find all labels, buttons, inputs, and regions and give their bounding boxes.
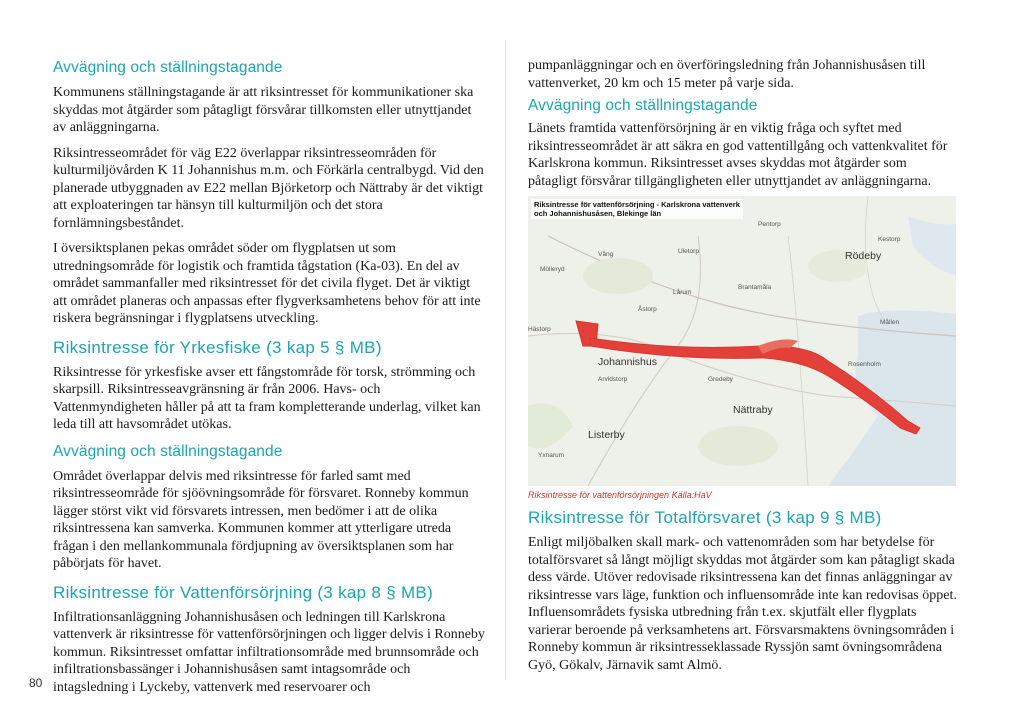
map-label: Mållen: [880, 319, 900, 326]
heading-totalforsvaret: Riksintresse för Totalförsvaret (3 kap 9 § MB): [528, 508, 882, 527]
column-divider: [505, 40, 506, 680]
map-label: Lårum: [673, 289, 692, 296]
map-label: Vång: [598, 251, 614, 258]
map-label: Arvidstorp: [598, 376, 628, 383]
heading-avvagning-1: Avvägning och ställningstagande: [53, 59, 283, 76]
heading-vattenforsorjning: Riksintresse för Vattenförsörjning (3 kap 8 § MB): [53, 582, 434, 602]
map-figure: [528, 196, 956, 486]
paragraph: Länets framtida vattenförsörjning är en viktig fråga och syftet med riksintresseområdet är att säkra en god vattentillgång och vattenkvalitet för Karlskrona kommun. Riksintresset avses skyddas mot åtgärder som påtagligt försvårar tillgängligheten eller utnyttjandet av anläggningarna.: [528, 121, 948, 189]
map-title: Riksintresse för vattenförsörjning - Karlskrona vattenverk och Johannishusåsen, Blekinge län: [531, 199, 743, 219]
paragraph: I översiktsplanen pekas området söder om flygplatsen ut som utredningsområde för logistik och framtida tågstation (Ka-03). En del av området sammanfaller med riksintresset för det civila flyget. Det är viktigt att området planeras och anpassas efter flygverksamhetens behov för att inte riskera begränsningar i flygplatsens utveckling.: [53, 241, 481, 326]
map-label-nattraby: Nättraby: [733, 404, 773, 416]
map-label: Brantamåla: [738, 284, 772, 291]
map-label: Rosenholm: [848, 361, 881, 368]
map-label: Kestorp: [878, 236, 901, 243]
right-column: [528, 57, 958, 674]
paragraph: Kommunens ställningstagande är att riksintresset för kommunikationer ska skyddas mot åtgärder som påtagligt försvårar tillkomsten eller utnyttjandet av anläggningarna.: [53, 85, 474, 135]
heading-avvagning-2: Avvägning och ställningstagande: [53, 442, 283, 460]
heading-yrkesfiske: Riksintresse för Yrkesfiske (3 kap 5 § MB): [53, 337, 382, 357]
map-label-listerby: Listerby: [588, 429, 625, 441]
paragraph: Området överlappar delvis med riksintresse för farled samt med riksintresseområde för sjöövningsområde för försvaret. Ronneby kommun lägger störst vikt vid försvarets intressen, men bedömer i att de olika riksintressena kan samverka. Kommunen kommer att ytterligare utreda frågan i den mellankommunala fördjupning av översiktsplanen som har påbörjats för havet.: [53, 468, 469, 571]
map-label-rodeby: Rödeby: [845, 250, 882, 262]
page-number: 80: [29, 676, 43, 690]
map-label: Mölleryd: [540, 266, 565, 273]
map-label: Uletorp: [678, 248, 699, 255]
map-label: Hästorp: [528, 326, 551, 333]
map-label-johannishus: Johannishus: [598, 356, 657, 368]
map-label: Yxnarum: [538, 452, 565, 459]
map-caption: Riksintresse för vattenförsörjningen Källa:HaV: [528, 490, 712, 500]
map-label: Pentorp: [758, 221, 781, 228]
heading-avvagning-3: Avvägning och ställningstagande: [528, 97, 758, 114]
paragraph: Riksintresse för yrkesfiske avser ett fångstområde för torsk, strömming och skarpsill. Riksintresseavgränsning är från 2006. Havs- och Vattenmyndigheten håller på att ta fram kompletterande underlag, vilket kan leda till att havsområdet utökas.: [53, 364, 481, 432]
paragraph: Infiltrationsanläggning Johannishusåsen och ledningen till Karlskrona vattenverk är riksintresse för vattenförsörjningen och ligger delvis i Ronneby kommun. Riksintresset omfattar infiltrationsområde med brunnsområde och infiltrationsbassänger i Johannishusåsen samt intagsområde och intagsledning i Lyckeby, vattenverk med reservoarer och: [53, 609, 485, 695]
paragraph: Enligt miljöbalken skall mark- och vattenområden som har betydelse för totalförsvaret så långt möjligt skyddas mot åtgärder som kan påtagligt skada dess värde. Utöver redovisade riksintressena kan det finnas anläggningar av riksintresse vars läge, funktion och influensområde inte kan redovisas öppet. Influensområdets fysiska utbredning från t.ex. skjutfält eller flygplats varierar beroende på verksamhetens art. Försvarsmaktens övningsområden i Ronneby kommun är riksintresseklassade Ryssjön samt övningsområdena Gyö, Gökalv, Järnavik samt Almö.: [528, 535, 957, 673]
paragraph: Riksintresseområdet för väg E22 överlappar riksintresseområden för kulturmiljövården K 11 Johannishus m.m. och Förkärla centralbygd. Vid den planerade utbyggnaden av E22 mellan Björketorp och Nättraby är det viktigt att exploateringen tar hänsyn till kulturmiljön och det stora fornlämningsbeståndet.: [53, 145, 484, 231]
paragraph: pumpanläggningar och en överföringsledning från Johannishusåsen till vattenverket, 20 km och 15 meter på varje sida.: [528, 58, 926, 91]
map-label: Åstorp: [638, 306, 657, 313]
left-column: [53, 58, 485, 696]
map-label: Gredeby: [708, 376, 733, 383]
